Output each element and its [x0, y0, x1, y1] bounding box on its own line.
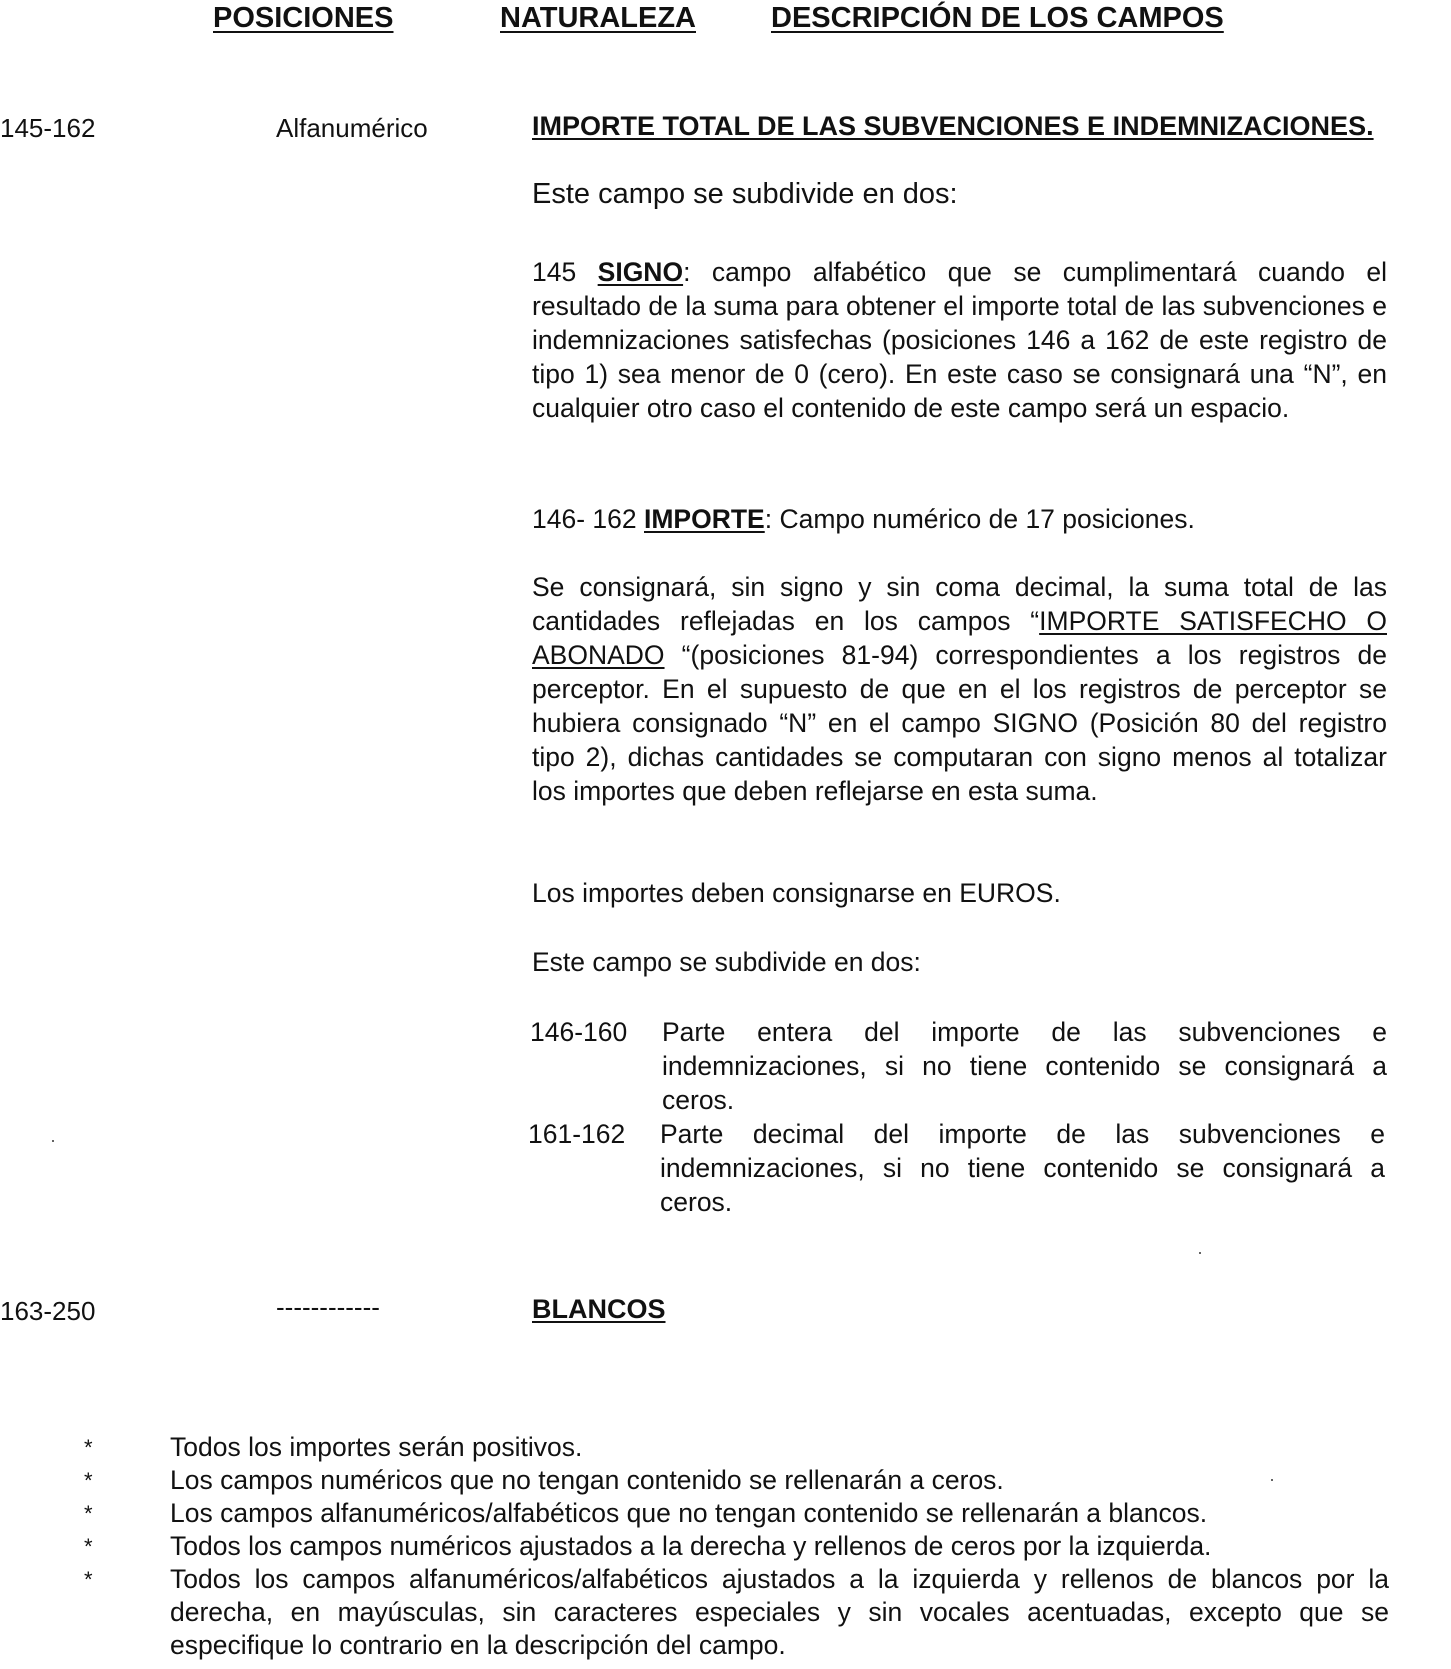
general-notes: [84, 1431, 1389, 1662]
field2-positions: 163-250: [0, 1296, 96, 1326]
bullet-asterisk-icon: *: [84, 1501, 93, 1526]
bullet-asterisk-icon: *: [84, 1567, 93, 1592]
signo-label: SIGNO: [597, 257, 684, 287]
note-text: Todos los importes serán positivos.: [170, 1432, 583, 1462]
importe-text: : Campo numérico de 17 posiciones.: [764, 504, 1195, 534]
subfield-row: [528, 1117, 1385, 1219]
field2-nature: ------------: [276, 1292, 380, 1322]
header-positions: POSICIONES: [213, 2, 394, 34]
bullet-asterisk-icon: *: [84, 1435, 93, 1460]
sum-field-reference: IMPORTE SATISFECHO O ABONADO: [532, 606, 1387, 670]
field2-title: BLANCOS: [532, 1294, 666, 1324]
signo-paragraph: [532, 255, 1387, 425]
importe-label: IMPORTE: [644, 504, 765, 534]
subfield-code: 146-160: [530, 1017, 628, 1047]
field1-intro2: Este campo se subdivide en dos:: [532, 947, 921, 977]
subfield-row: [530, 1015, 1387, 1117]
subfield-description: Parte entera del importe de las subvenciones e indemnizaciones, si no tiene contenido se consignará a ceros.: [662, 1017, 1387, 1115]
bullet-asterisk-icon: *: [84, 1468, 93, 1493]
subfield-code: 161-162: [528, 1119, 626, 1149]
importe-code: 146- 162: [532, 504, 637, 534]
note-item: [84, 1431, 1389, 1464]
importe-paragraph: [532, 502, 1387, 536]
note-text: Todos los campos alfanuméricos/alfabéticos ajustados a la izquierda y rellenos de blancos por la derecha, en mayúsculas, sin caracteres especiales y sin vocales acentuadas, excepto que se especifique lo contrario en la descripción del campo.: [170, 1564, 1389, 1660]
field1-nature: Alfanumérico: [276, 113, 428, 143]
field1-intro: Este campo se subdivide en dos:: [532, 178, 958, 210]
note-item: [84, 1530, 1389, 1563]
note-text: Todos los campos numéricos ajustados a la derecha y rellenos de ceros por la izquierda.: [170, 1531, 1212, 1561]
sum-paragraph: [532, 570, 1387, 808]
signo-text: : campo alfabético que se cumplimentará cuando el resultado de la suma para obtener el importe total de las subvenciones e indemnizaciones satisfechas (posiciones 146 a 162 de este registro de tipo 1) sea menor de 0 (cero). En este caso se consignará una “N”, en cualquier otro caso el contenido de este campo será un espacio.: [532, 257, 1387, 423]
note-item: [84, 1563, 1389, 1662]
note-text: Los campos alfanuméricos/alfabéticos que no tengan contenido se rellenarán a blancos.: [170, 1498, 1208, 1528]
note-item: [84, 1464, 1389, 1497]
field1-positions: 145-162: [0, 113, 96, 143]
signo-code: 145: [532, 257, 577, 287]
note-text: Los campos numéricos que no tengan contenido se rellenarán a ceros.: [170, 1465, 1004, 1495]
sum-part2: “(posiciones 81-94) correspondientes a los registros de perceptor. En el supuesto de que en el los registros de perceptor se hubiera consignado “N” en el campo SIGNO (Posición 80 del registro tipo 2), dichas cantidades se computaran con signo menos al totalizar los importes que deben reflejarse en esta suma.: [532, 640, 1387, 806]
note-item: [84, 1497, 1389, 1530]
field1-title: IMPORTE TOTAL DE LAS SUBVENCIONES E INDEMNIZACIONES.: [532, 111, 1374, 141]
subfield-description: Parte decimal del importe de las subvenciones e indemnizaciones, si no tiene contenido se consignará a ceros.: [660, 1119, 1385, 1217]
sum-part1: Se consignará, sin signo y sin coma decimal, la suma total de las cantidades reflejadas en los campos “: [532, 572, 1387, 636]
header-description: DESCRIPCIÓN DE LOS CAMPOS: [771, 2, 1224, 34]
scan-speck: [1271, 1479, 1273, 1481]
euros-note: Los importes deben consignarse en EUROS.: [532, 878, 1061, 908]
scan-speck: [52, 1140, 54, 1142]
scan-speck: [1199, 1252, 1201, 1254]
header-nature: NATURALEZA: [500, 2, 696, 34]
bullet-asterisk-icon: *: [84, 1534, 93, 1559]
